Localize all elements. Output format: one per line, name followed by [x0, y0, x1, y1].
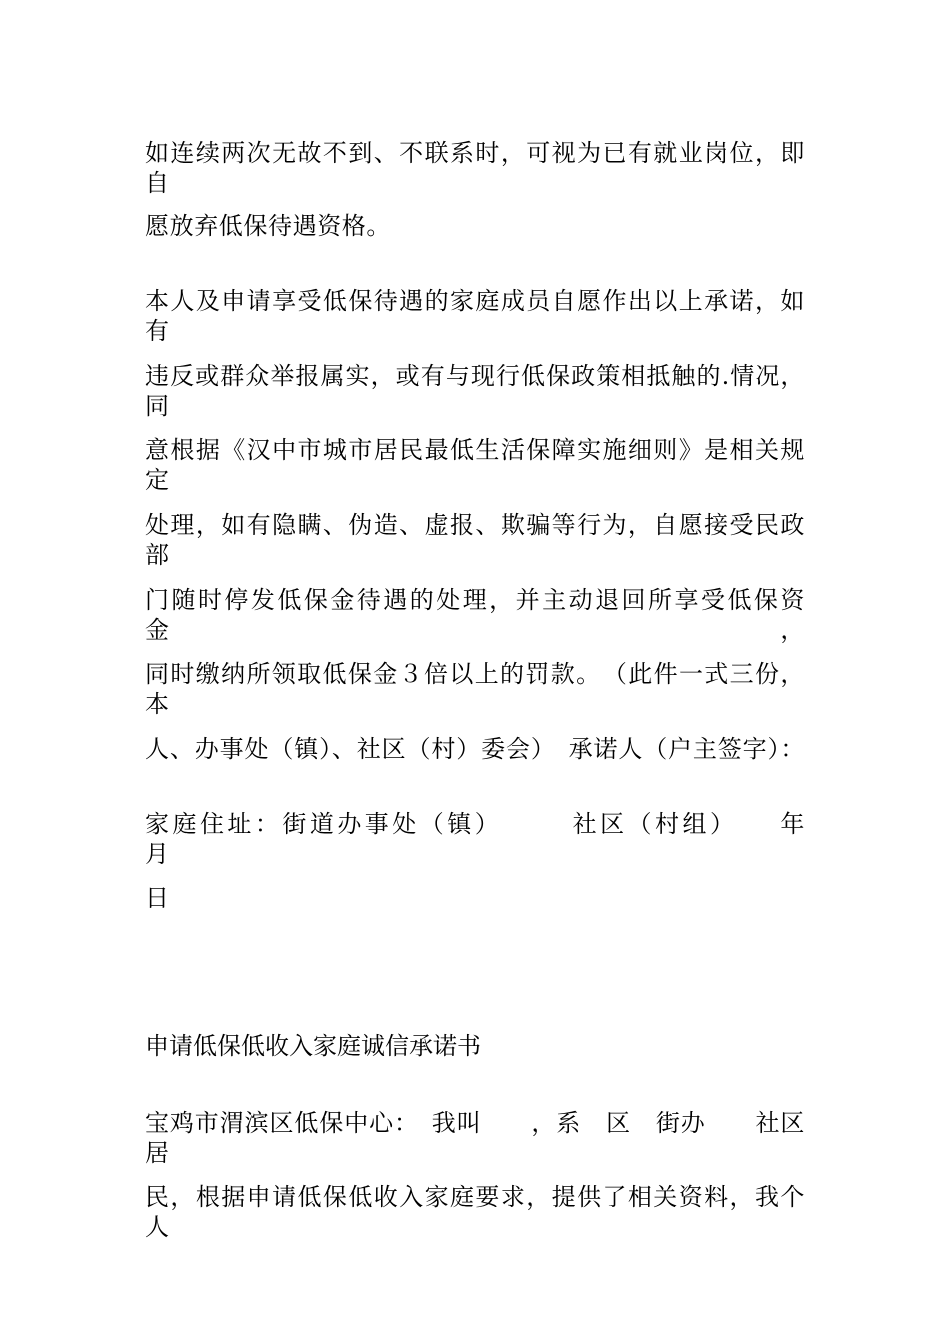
paragraph-line: 人、办事处（镇）、社区（村）委会） 承诺人（户主签字）： — [145, 735, 805, 763]
paragraph-line: 门随时停发低保金待遇的处理，并主动退回所享受低保资金， — [145, 586, 805, 644]
paragraph-line: 违反或群众举报属实，或有与现行低保政策相抵触的.情况，同 — [145, 362, 805, 420]
paragraph-line: 民，根据申请低保低收入家庭要求，提供了相关资料，我个人 — [145, 1183, 805, 1241]
paragraph-line: 宝鸡市渭滨区低保中心： 我叫 ，系 区 街办 社区居 — [145, 1109, 805, 1167]
paragraph-line: 意根据《汉中市城市居民最低生活保障实施细则》是相关规定 — [145, 436, 805, 494]
paragraph-line: 如连续两次无故不到、不联系时，可视为已有就业岗位，即自 — [145, 139, 805, 197]
paragraph-line: 本人及申请享受低保待遇的家庭成员自愿作出以上承诺，如有 — [145, 287, 805, 345]
paragraph-line: 处理，如有隐瞒、伪造、虚报、欺骗等行为，自愿接受民政部 — [145, 511, 805, 569]
address-date-line: 家庭住址：街道办事处（镇） 社区（村组） 年 月 — [145, 810, 855, 868]
document-title: 申请低保低收入家庭诚信承诺书 — [145, 1032, 481, 1060]
paragraph-line: 愿放弃低保待遇资格。 — [145, 212, 391, 240]
paragraph-line: 日 — [145, 884, 170, 912]
paragraph-line: 同时缴纳所领取低保金３倍以上的罚款。 （此件一式三份，本 — [145, 660, 805, 718]
